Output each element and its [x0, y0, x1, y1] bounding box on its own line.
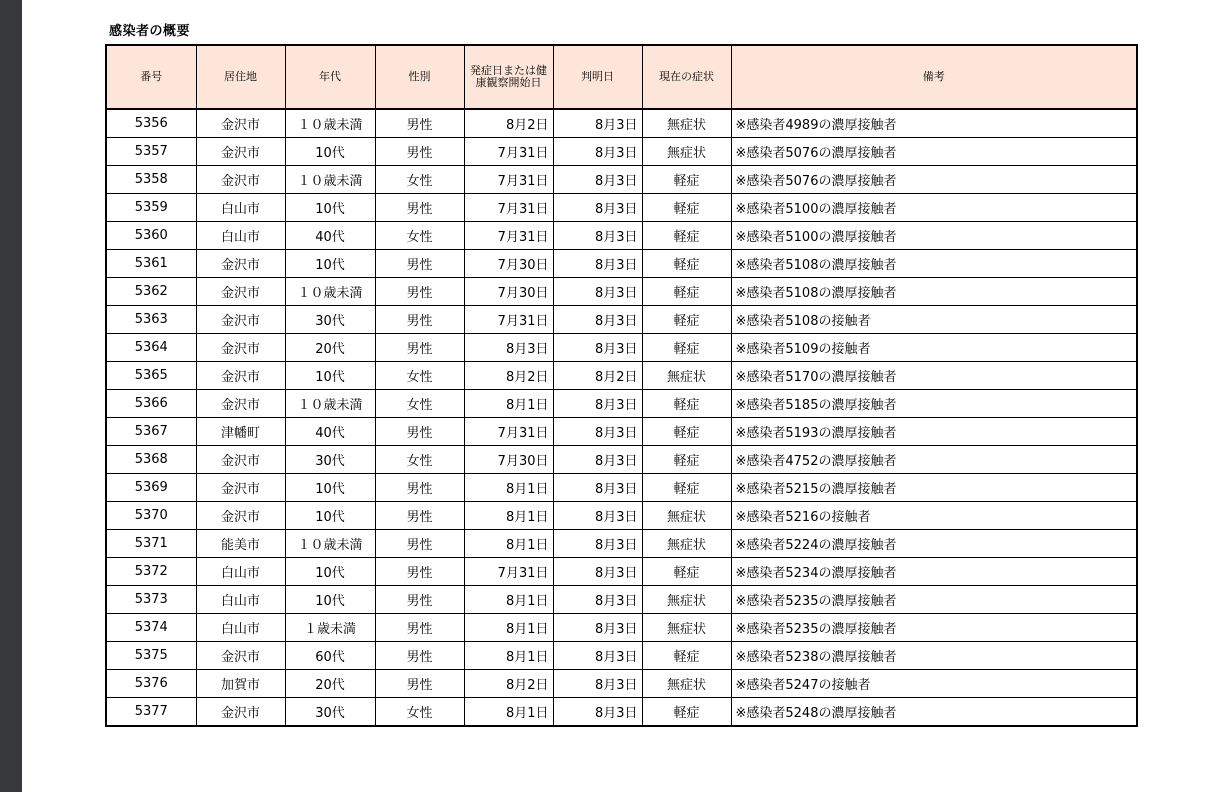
- cell-symptom: 無症状: [642, 670, 731, 698]
- cell-onset-date: 8月2日: [464, 362, 553, 390]
- cell-note: ※感染者5235の濃厚接触者: [731, 614, 1137, 642]
- cell-age: 60代: [285, 642, 375, 670]
- cell-note: ※感染者5247の接触者: [731, 670, 1137, 698]
- cell-symptom: 軽症: [642, 698, 731, 727]
- cell-confirmed-date: 8月3日: [553, 194, 642, 222]
- cell-confirmed-date: 8月3日: [553, 306, 642, 334]
- cell-confirmed-date: 8月3日: [553, 250, 642, 278]
- cell-symptom: 軽症: [642, 222, 731, 250]
- cell-sex: 女性: [375, 222, 464, 250]
- cell-onset-date: 7月31日: [464, 138, 553, 166]
- cell-sex: 男性: [375, 474, 464, 502]
- cell-age: 30代: [285, 306, 375, 334]
- cell-note: ※感染者5100の濃厚接触者: [731, 194, 1137, 222]
- cell-number: 5365: [106, 362, 196, 390]
- table-header-row: [106, 45, 1137, 109]
- cell-residence: 能美市: [196, 530, 285, 558]
- cell-symptom: 軽症: [642, 250, 731, 278]
- cell-sex: 女性: [375, 362, 464, 390]
- table-row: [106, 446, 1137, 474]
- cell-age: 10代: [285, 586, 375, 614]
- cell-confirmed-date: 8月3日: [553, 586, 642, 614]
- cell-number: 5375: [106, 642, 196, 670]
- cell-symptom: 軽症: [642, 334, 731, 362]
- cell-note: ※感染者5108の接触者: [731, 306, 1137, 334]
- cell-residence: 金沢市: [196, 502, 285, 530]
- cell-number: 5366: [106, 390, 196, 418]
- cell-confirmed-date: 8月3日: [553, 390, 642, 418]
- cell-symptom: 無症状: [642, 614, 731, 642]
- cell-number: 5357: [106, 138, 196, 166]
- cell-age: 10代: [285, 138, 375, 166]
- cell-age: １０歳未満: [285, 530, 375, 558]
- cell-onset-date: 7月31日: [464, 558, 553, 586]
- cell-confirmed-date: 8月3日: [553, 530, 642, 558]
- cell-sex: 男性: [375, 558, 464, 586]
- table-row: [106, 614, 1137, 642]
- cell-residence: 金沢市: [196, 390, 285, 418]
- cell-symptom: 軽症: [642, 474, 731, 502]
- table-row: [106, 502, 1137, 530]
- header-sex: 性別: [375, 45, 464, 109]
- cell-onset-date: 7月31日: [464, 306, 553, 334]
- cell-confirmed-date: 8月3日: [553, 698, 642, 727]
- cell-residence: 金沢市: [196, 250, 285, 278]
- cell-residence: 金沢市: [196, 109, 285, 138]
- cell-onset-date: 8月1日: [464, 530, 553, 558]
- cell-age: 10代: [285, 502, 375, 530]
- cell-note: ※感染者5076の濃厚接触者: [731, 166, 1137, 194]
- cell-symptom: 軽症: [642, 278, 731, 306]
- cell-age: 20代: [285, 334, 375, 362]
- cell-symptom: 軽症: [642, 446, 731, 474]
- cell-number: 5367: [106, 418, 196, 446]
- cell-onset-date: 7月30日: [464, 250, 553, 278]
- cell-onset-date: 7月31日: [464, 222, 553, 250]
- cell-age: １０歳未満: [285, 278, 375, 306]
- cell-age: 40代: [285, 222, 375, 250]
- cell-age: 20代: [285, 670, 375, 698]
- cell-number: 5370: [106, 502, 196, 530]
- cell-age: １０歳未満: [285, 109, 375, 138]
- cell-symptom: 軽症: [642, 390, 731, 418]
- cell-note: ※感染者5193の濃厚接触者: [731, 418, 1137, 446]
- cell-note: ※感染者5076の濃厚接触者: [731, 138, 1137, 166]
- cell-residence: 金沢市: [196, 278, 285, 306]
- cell-confirmed-date: 8月3日: [553, 642, 642, 670]
- cell-note: ※感染者5109の接触者: [731, 334, 1137, 362]
- cell-number: 5371: [106, 530, 196, 558]
- cell-onset-date: 8月1日: [464, 474, 553, 502]
- cell-residence: 津幡町: [196, 418, 285, 446]
- cell-onset-date: 8月2日: [464, 670, 553, 698]
- table-row: [106, 642, 1137, 670]
- table-row: [106, 222, 1137, 250]
- table-row: [106, 362, 1137, 390]
- cell-number: 5369: [106, 474, 196, 502]
- cell-age: 10代: [285, 194, 375, 222]
- cell-sex: 男性: [375, 250, 464, 278]
- document-title: 感染者の概要: [109, 24, 191, 39]
- header-note: 備考: [731, 45, 1137, 109]
- cell-symptom: 無症状: [642, 138, 731, 166]
- table-row: [106, 558, 1137, 586]
- cell-number: 5374: [106, 614, 196, 642]
- cell-residence: 金沢市: [196, 474, 285, 502]
- table-row: [106, 109, 1137, 138]
- cell-note: ※感染者5234の濃厚接触者: [731, 558, 1137, 586]
- cell-number: 5358: [106, 166, 196, 194]
- cell-age: 10代: [285, 474, 375, 502]
- cell-number: 5356: [106, 109, 196, 138]
- cell-confirmed-date: 8月3日: [553, 670, 642, 698]
- cell-note: ※感染者5216の接触者: [731, 502, 1137, 530]
- cell-residence: 金沢市: [196, 642, 285, 670]
- cell-symptom: 軽症: [642, 306, 731, 334]
- cell-confirmed-date: 8月3日: [553, 418, 642, 446]
- cell-onset-date: 7月30日: [464, 278, 553, 306]
- cell-residence: 白山市: [196, 586, 285, 614]
- cell-note: ※感染者5108の濃厚接触者: [731, 250, 1137, 278]
- cell-confirmed-date: 8月3日: [553, 222, 642, 250]
- viewer-left-edge: [0, 0, 22, 792]
- cell-onset-date: 7月31日: [464, 194, 553, 222]
- cell-sex: 男性: [375, 586, 464, 614]
- cell-sex: 男性: [375, 109, 464, 138]
- cell-note: ※感染者5215の濃厚接触者: [731, 474, 1137, 502]
- cell-note: ※感染者5235の濃厚接触者: [731, 586, 1137, 614]
- cell-residence: 金沢市: [196, 698, 285, 727]
- header-age: 年代: [285, 45, 375, 109]
- cell-age: １歳未満: [285, 614, 375, 642]
- cell-residence: 白山市: [196, 222, 285, 250]
- cell-residence: 金沢市: [196, 138, 285, 166]
- cell-residence: 加賀市: [196, 670, 285, 698]
- cell-number: 5361: [106, 250, 196, 278]
- cell-number: 5376: [106, 670, 196, 698]
- cell-symptom: 無症状: [642, 109, 731, 138]
- cell-note: ※感染者4989の濃厚接触者: [731, 109, 1137, 138]
- cell-number: 5377: [106, 698, 196, 727]
- cell-number: 5363: [106, 306, 196, 334]
- table-row: [106, 138, 1137, 166]
- cell-residence: 白山市: [196, 558, 285, 586]
- table-row: [106, 586, 1137, 614]
- cell-age: １０歳未満: [285, 390, 375, 418]
- cell-onset-date: 7月31日: [464, 166, 553, 194]
- cell-confirmed-date: 8月3日: [553, 278, 642, 306]
- cell-note: ※感染者5100の濃厚接触者: [731, 222, 1137, 250]
- cell-symptom: 軽症: [642, 166, 731, 194]
- cell-note: ※感染者4752の濃厚接触者: [731, 446, 1137, 474]
- table-row: [106, 166, 1137, 194]
- table-row: [106, 194, 1137, 222]
- cell-sex: 男性: [375, 614, 464, 642]
- cell-symptom: 軽症: [642, 194, 731, 222]
- table-row: [106, 250, 1137, 278]
- cell-age: 10代: [285, 558, 375, 586]
- cell-sex: 男性: [375, 334, 464, 362]
- cell-symptom: 無症状: [642, 502, 731, 530]
- header-number: 番号: [106, 45, 196, 109]
- cell-sex: 女性: [375, 698, 464, 727]
- cell-residence: 金沢市: [196, 166, 285, 194]
- cell-onset-date: 7月31日: [464, 418, 553, 446]
- cell-sex: 男性: [375, 278, 464, 306]
- header-residence: 居住地: [196, 45, 285, 109]
- cell-sex: 男性: [375, 418, 464, 446]
- cell-number: 5368: [106, 446, 196, 474]
- table-row: [106, 530, 1137, 558]
- cell-sex: 男性: [375, 502, 464, 530]
- cell-symptom: 無症状: [642, 586, 731, 614]
- cell-confirmed-date: 8月2日: [553, 362, 642, 390]
- cell-number: 5364: [106, 334, 196, 362]
- cell-note: ※感染者5224の濃厚接触者: [731, 530, 1137, 558]
- cell-residence: 白山市: [196, 194, 285, 222]
- cell-age: 30代: [285, 698, 375, 727]
- cell-sex: 男性: [375, 642, 464, 670]
- table-row: [106, 306, 1137, 334]
- cell-onset-date: 8月3日: [464, 334, 553, 362]
- cell-onset-date: 8月1日: [464, 642, 553, 670]
- table-row: [106, 334, 1137, 362]
- cell-onset-date: 8月1日: [464, 698, 553, 727]
- table-row: [106, 418, 1137, 446]
- cell-number: 5372: [106, 558, 196, 586]
- cell-symptom: 無症状: [642, 530, 731, 558]
- cell-symptom: 無症状: [642, 362, 731, 390]
- cell-confirmed-date: 8月3日: [553, 558, 642, 586]
- table-row: [106, 278, 1137, 306]
- table-row: [106, 390, 1137, 418]
- header-onset-date: 発症日または健康観察開始日: [464, 45, 553, 109]
- cell-age: 40代: [285, 418, 375, 446]
- cell-symptom: 軽症: [642, 418, 731, 446]
- cell-note: ※感染者5108の濃厚接触者: [731, 278, 1137, 306]
- cell-confirmed-date: 8月3日: [553, 614, 642, 642]
- cell-confirmed-date: 8月3日: [553, 166, 642, 194]
- cell-residence: 金沢市: [196, 446, 285, 474]
- cell-age: １０歳未満: [285, 166, 375, 194]
- cell-sex: 女性: [375, 390, 464, 418]
- cell-confirmed-date: 8月3日: [553, 109, 642, 138]
- cell-residence: 金沢市: [196, 306, 285, 334]
- cell-number: 5362: [106, 278, 196, 306]
- cell-onset-date: 8月1日: [464, 614, 553, 642]
- cell-age: 10代: [285, 362, 375, 390]
- cell-note: ※感染者5238の濃厚接触者: [731, 642, 1137, 670]
- cell-onset-date: 8月1日: [464, 390, 553, 418]
- cell-residence: 金沢市: [196, 334, 285, 362]
- cell-onset-date: 7月30日: [464, 446, 553, 474]
- table-row: [106, 698, 1137, 727]
- header-confirmed-date: 判明日: [553, 45, 642, 109]
- cell-note: ※感染者5185の濃厚接触者: [731, 390, 1137, 418]
- cell-note: ※感染者5170の濃厚接触者: [731, 362, 1137, 390]
- cell-sex: 女性: [375, 166, 464, 194]
- cell-symptom: 軽症: [642, 642, 731, 670]
- cell-age: 10代: [285, 250, 375, 278]
- cell-sex: 女性: [375, 446, 464, 474]
- cell-confirmed-date: 8月3日: [553, 446, 642, 474]
- cell-residence: 白山市: [196, 614, 285, 642]
- cell-confirmed-date: 8月3日: [553, 502, 642, 530]
- table-row: [106, 474, 1137, 502]
- cell-age: 30代: [285, 446, 375, 474]
- cell-sex: 男性: [375, 194, 464, 222]
- cell-sex: 男性: [375, 306, 464, 334]
- table-row: [106, 670, 1137, 698]
- cell-onset-date: 8月1日: [464, 502, 553, 530]
- cell-number: 5373: [106, 586, 196, 614]
- case-summary-table: [105, 44, 1138, 727]
- cell-confirmed-date: 8月3日: [553, 138, 642, 166]
- cell-onset-date: 8月2日: [464, 109, 553, 138]
- cell-confirmed-date: 8月3日: [553, 334, 642, 362]
- cell-number: 5359: [106, 194, 196, 222]
- cell-symptom: 軽症: [642, 558, 731, 586]
- cell-confirmed-date: 8月3日: [553, 474, 642, 502]
- cell-sex: 男性: [375, 138, 464, 166]
- cell-note: ※感染者5248の濃厚接触者: [731, 698, 1137, 727]
- cell-sex: 男性: [375, 530, 464, 558]
- cell-residence: 金沢市: [196, 362, 285, 390]
- cell-number: 5360: [106, 222, 196, 250]
- table-body: [106, 109, 1137, 726]
- header-symptom: 現在の症状: [642, 45, 731, 109]
- cell-sex: 男性: [375, 670, 464, 698]
- cell-onset-date: 8月1日: [464, 586, 553, 614]
